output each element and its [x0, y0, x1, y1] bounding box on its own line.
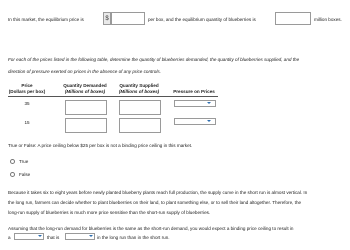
row-1-quantity-demanded-input[interactable] [65, 100, 107, 115]
table-header-divider [8, 96, 218, 97]
header-pressure-on-prices: Pressure on Prices [173, 89, 215, 94]
row-2-price: 15 [24, 120, 30, 125]
final-suffix: in the long run than in the short run. [97, 235, 170, 240]
option-true-label: True [19, 159, 29, 164]
header-quantity-demanded-unit: (Millions of boxes) [64, 89, 106, 94]
dollar-sign-box: $ [103, 12, 111, 25]
row-2-quantity-supplied-input[interactable] [119, 118, 161, 133]
header-quantity-supplied: Quantity Supplied [119, 83, 159, 88]
true-false-prompt: True or False: A price ceiling below $25 per box is not a binding price ceiling in this market. [8, 143, 193, 148]
final-dropdown-2-chevron-down-icon [89, 235, 93, 237]
instructions-line-1: For each of the prices listed in the following table, determine the quantity of blueberries demanded, the quantity of blueberries supplied, and the [8, 57, 300, 62]
final-middle: that is [47, 235, 60, 240]
equilibrium-text-middle: per box, and the equilibrium quantity of blueberries is [148, 17, 256, 22]
header-quantity-supplied-unit: (Millions of boxes) [118, 89, 160, 94]
row-1-price: 35 [24, 101, 30, 106]
row-2-quantity-demanded-input[interactable] [65, 118, 107, 133]
final-line-1: Assuming that the long-run demand for blueberries is the same as the short-run demand, you would expect a binding price ceiling to result in [8, 226, 294, 231]
equilibrium-text-before: In this market, the equilibrium price is [8, 17, 84, 22]
row-1-chevron-down-icon [207, 102, 211, 104]
header-quantity-demanded: Quantity Demanded [63, 83, 107, 88]
option-false-label: False [19, 172, 31, 177]
row-2-chevron-down-icon [207, 120, 211, 122]
equilibrium-price-input[interactable] [111, 12, 145, 25]
equilibrium-quantity-input[interactable] [275, 12, 311, 25]
row-1-quantity-supplied-input[interactable] [119, 100, 161, 115]
equilibrium-text-after: million boxes. [314, 17, 342, 22]
paragraph-line-1: Because it takes six to eight years before newly planted blueberry plants reach full production, the supply curve in the short run is almost vertical. In [8, 190, 308, 195]
final-prefix: a [8, 235, 11, 240]
instructions-line-2: direction of pressure exerted on prices in the absence of any price controls. [8, 69, 161, 74]
header-price: Price [21, 83, 33, 88]
radio-false[interactable] [10, 172, 15, 177]
paragraph-line-3: long-run supply of blueberries is much more price sensitive than the short-run supply of blueberries. [8, 210, 211, 215]
header-price-unit: (Dollars per box) [8, 89, 46, 94]
final-dropdown-1-chevron-down-icon [38, 235, 42, 237]
paragraph-line-2: the long run, farmers can decide whether to plant blueberries on their land, to plant something else, or to sell their land altogether. Therefore, the [8, 200, 302, 205]
radio-true[interactable] [10, 159, 15, 164]
